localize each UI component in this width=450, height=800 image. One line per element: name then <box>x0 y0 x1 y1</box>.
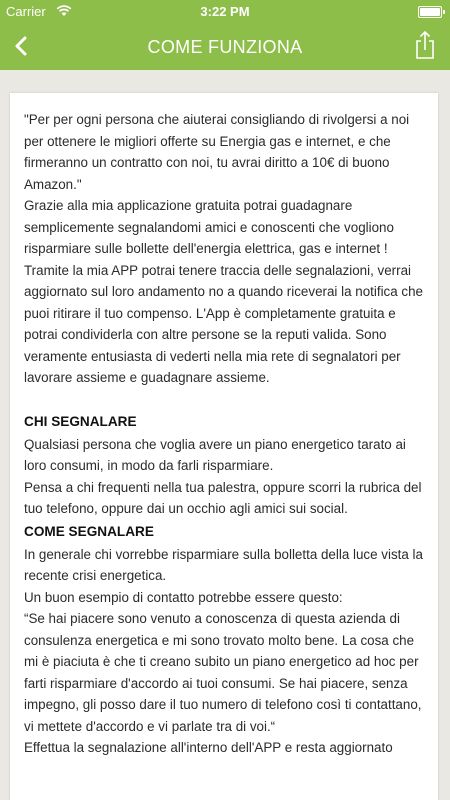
carrier-label: Carrier <box>6 4 46 19</box>
intro-paragraph: Grazie alla mia applicazione gratuita potrai guadagnare semplicemente segnalandomi amici e conoscenti che vogliono risparmiare sulle bollette dell'energia elettrica, gas e internet ! <box>24 198 394 256</box>
intro-paragraph: Tramite la mia APP potrai tenere traccia delle segnalazioni, verrai aggiornato sul loro andamento no a quando riceverai la notifica che puoi ritirare il tuo compenso. L'App è completamente gratuita e potrai condividerla con altre persone se la reputi valida. Sono veramente entusiasta di vederti nella mia rete di segnalatori per lavorare assieme e guadagnare assieme. <box>24 262 424 385</box>
status-bar <box>0 0 450 22</box>
section-paragraph: Qualsiasi persona che voglia avere un piano energetico tarato ai loro consumi, in modo da farli risparmiare. <box>24 436 406 473</box>
navigation-bar <box>0 22 450 70</box>
spacer <box>24 389 424 410</box>
content-card <box>10 93 438 800</box>
article-body <box>10 93 438 759</box>
section-paragraph: Pensa a chi frequenti nella tua palestra, oppure scorri la rubrica del tuo telefono, oppure dai un occhio agli amici sui social. <box>24 479 422 516</box>
section-paragraph: Un buon esempio di contatto potrebbe essere questo: <box>24 589 343 605</box>
share-icon <box>410 28 440 62</box>
battery-icon <box>418 6 442 18</box>
section-heading-come-segnalare: COME SEGNALARE <box>24 523 154 539</box>
intro-paragraph: "Per per ogni persona che aiuterai consigliando di rivolgersi a noi per ottenere le migliori offerte su Energia gas e internet, e che firmeranno un contratto con noi, tu avrai diritto a 10€ di buono Amazon." <box>24 112 410 192</box>
section-paragraph: Effettua la segnalazione all'interno dell'APP e resta aggiornato <box>24 740 393 755</box>
section-paragraph: In generale chi vorrebbe risparmiare sulla bolletta della luce vista la recente crisi energetica. <box>24 546 423 583</box>
page-title: COME FUNZIONA <box>147 37 303 57</box>
clock: 3:22 PM <box>200 4 250 19</box>
quote-paragraph: “Se hai piacere sono venuto a conoscenza di questa azienda di consulenza energetica e mi sono trovato molto bene. La cosa che mi è piaciuta è che ti creano subito un piano energetico ad hoc per farti risparmiare d'accordo ai tuoi consumi. Se hai piacere, senza impegno, gli posso dare il tuo numero di telefono così ti contattano, vi mettete d'accordo e vi parlate tra di voi.“ <box>24 611 422 734</box>
share-button[interactable] <box>410 28 440 62</box>
section-heading-chi-segnalare: CHI SEGNALARE <box>24 413 137 429</box>
